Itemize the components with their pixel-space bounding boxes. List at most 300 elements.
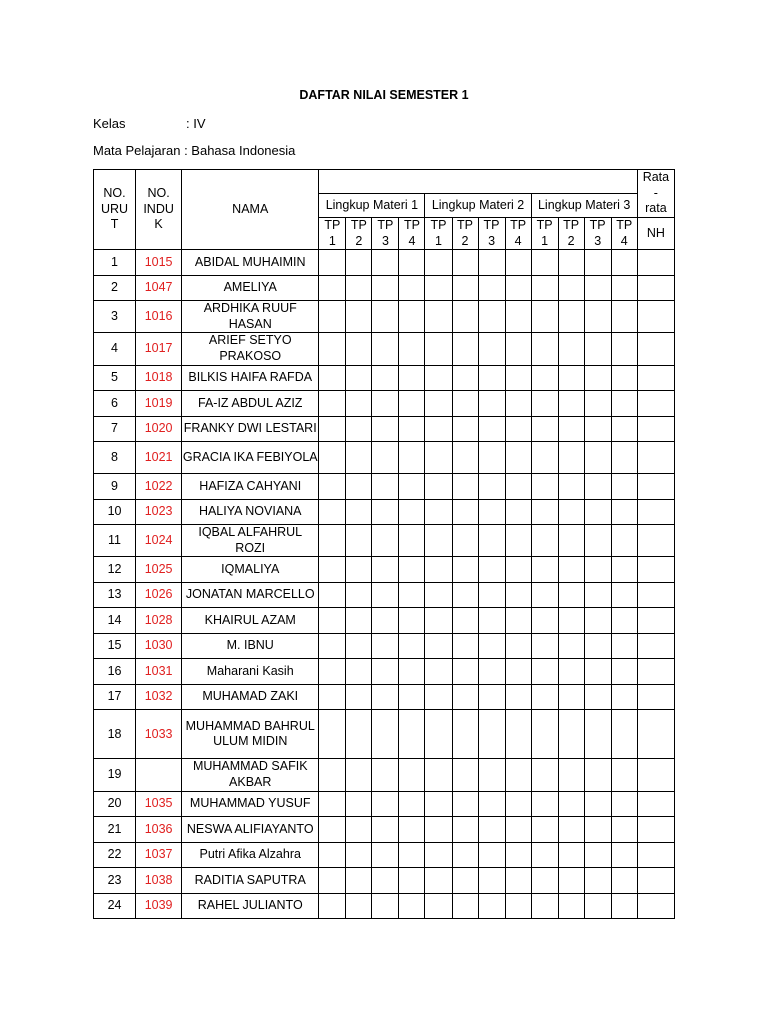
cell-score[interactable] <box>425 499 452 525</box>
cell-score[interactable] <box>399 250 425 276</box>
cell-score[interactable] <box>319 633 346 659</box>
cell-score[interactable] <box>584 391 611 417</box>
cell-score[interactable] <box>611 391 637 417</box>
cell-score[interactable] <box>319 868 346 894</box>
cell-score[interactable] <box>346 333 372 365</box>
cell-score[interactable] <box>584 474 611 500</box>
cell-score[interactable] <box>319 275 346 301</box>
cell-score[interactable] <box>319 416 346 442</box>
cell-score[interactable] <box>452 842 478 868</box>
cell-score[interactable] <box>399 791 425 817</box>
cell-nh[interactable] <box>637 791 674 817</box>
cell-score[interactable] <box>399 365 425 391</box>
cell-score[interactable] <box>584 710 611 759</box>
cell-score[interactable] <box>584 817 611 843</box>
cell-score[interactable] <box>452 365 478 391</box>
cell-score[interactable] <box>372 710 399 759</box>
cell-score[interactable] <box>346 608 372 634</box>
cell-score[interactable] <box>452 557 478 583</box>
cell-score[interactable] <box>452 868 478 894</box>
cell-score[interactable] <box>319 557 346 583</box>
cell-score[interactable] <box>372 333 399 365</box>
cell-score[interactable] <box>611 710 637 759</box>
cell-score[interactable] <box>531 391 558 417</box>
cell-score[interactable] <box>558 333 584 365</box>
cell-score[interactable] <box>399 442 425 474</box>
cell-nh[interactable] <box>637 633 674 659</box>
cell-score[interactable] <box>505 842 531 868</box>
cell-score[interactable] <box>611 608 637 634</box>
cell-score[interactable] <box>505 684 531 710</box>
cell-score[interactable] <box>452 817 478 843</box>
cell-score[interactable] <box>558 791 584 817</box>
cell-score[interactable] <box>478 499 505 525</box>
cell-score[interactable] <box>584 416 611 442</box>
cell-score[interactable] <box>425 759 452 791</box>
cell-score[interactable] <box>584 633 611 659</box>
cell-score[interactable] <box>584 893 611 919</box>
cell-score[interactable] <box>319 391 346 417</box>
cell-score[interactable] <box>319 684 346 710</box>
cell-score[interactable] <box>584 499 611 525</box>
cell-score[interactable] <box>611 365 637 391</box>
cell-nh[interactable] <box>637 525 674 557</box>
cell-score[interactable] <box>452 275 478 301</box>
cell-score[interactable] <box>399 608 425 634</box>
cell-score[interactable] <box>425 333 452 365</box>
cell-score[interactable] <box>319 710 346 759</box>
cell-score[interactable] <box>478 333 505 365</box>
cell-score[interactable] <box>452 893 478 919</box>
cell-score[interactable] <box>505 365 531 391</box>
cell-score[interactable] <box>346 684 372 710</box>
cell-score[interactable] <box>319 842 346 868</box>
cell-score[interactable] <box>319 893 346 919</box>
cell-score[interactable] <box>425 301 452 333</box>
cell-score[interactable] <box>531 301 558 333</box>
cell-score[interactable] <box>372 817 399 843</box>
cell-score[interactable] <box>319 817 346 843</box>
cell-nh[interactable] <box>637 416 674 442</box>
cell-score[interactable] <box>531 791 558 817</box>
cell-score[interactable] <box>346 301 372 333</box>
cell-score[interactable] <box>452 710 478 759</box>
cell-score[interactable] <box>505 250 531 276</box>
cell-score[interactable] <box>372 416 399 442</box>
cell-score[interactable] <box>399 710 425 759</box>
cell-score[interactable] <box>531 842 558 868</box>
cell-nh[interactable] <box>637 301 674 333</box>
cell-score[interactable] <box>319 525 346 557</box>
cell-score[interactable] <box>319 474 346 500</box>
cell-score[interactable] <box>346 817 372 843</box>
cell-score[interactable] <box>558 391 584 417</box>
cell-score[interactable] <box>531 525 558 557</box>
cell-score[interactable] <box>319 608 346 634</box>
cell-score[interactable] <box>558 608 584 634</box>
cell-score[interactable] <box>452 301 478 333</box>
cell-score[interactable] <box>478 250 505 276</box>
cell-score[interactable] <box>584 582 611 608</box>
cell-score[interactable] <box>611 301 637 333</box>
cell-score[interactable] <box>425 842 452 868</box>
cell-score[interactable] <box>531 333 558 365</box>
cell-score[interactable] <box>611 893 637 919</box>
cell-score[interactable] <box>319 791 346 817</box>
cell-score[interactable] <box>399 275 425 301</box>
cell-score[interactable] <box>425 525 452 557</box>
cell-score[interactable] <box>399 633 425 659</box>
cell-score[interactable] <box>319 365 346 391</box>
cell-score[interactable] <box>372 759 399 791</box>
cell-score[interactable] <box>399 817 425 843</box>
cell-score[interactable] <box>452 333 478 365</box>
cell-nh[interactable] <box>637 474 674 500</box>
cell-score[interactable] <box>452 499 478 525</box>
cell-score[interactable] <box>611 250 637 276</box>
cell-score[interactable] <box>372 582 399 608</box>
cell-score[interactable] <box>399 842 425 868</box>
cell-score[interactable] <box>611 684 637 710</box>
cell-score[interactable] <box>558 893 584 919</box>
cell-score[interactable] <box>531 442 558 474</box>
cell-score[interactable] <box>425 250 452 276</box>
cell-score[interactable] <box>505 791 531 817</box>
cell-score[interactable] <box>611 868 637 894</box>
cell-score[interactable] <box>372 250 399 276</box>
cell-score[interactable] <box>372 791 399 817</box>
cell-score[interactable] <box>478 442 505 474</box>
cell-score[interactable] <box>611 659 637 685</box>
cell-nh[interactable] <box>637 893 674 919</box>
cell-score[interactable] <box>346 557 372 583</box>
cell-score[interactable] <box>346 391 372 417</box>
cell-score[interactable] <box>505 868 531 894</box>
cell-score[interactable] <box>399 684 425 710</box>
cell-score[interactable] <box>558 759 584 791</box>
cell-score[interactable] <box>425 557 452 583</box>
cell-score[interactable] <box>399 416 425 442</box>
cell-score[interactable] <box>478 608 505 634</box>
cell-score[interactable] <box>399 333 425 365</box>
cell-score[interactable] <box>425 416 452 442</box>
cell-score[interactable] <box>319 442 346 474</box>
cell-score[interactable] <box>558 365 584 391</box>
cell-score[interactable] <box>425 633 452 659</box>
cell-score[interactable] <box>478 416 505 442</box>
cell-score[interactable] <box>558 710 584 759</box>
cell-score[interactable] <box>346 525 372 557</box>
cell-score[interactable] <box>558 633 584 659</box>
cell-score[interactable] <box>399 474 425 500</box>
cell-score[interactable] <box>531 275 558 301</box>
cell-score[interactable] <box>611 499 637 525</box>
cell-score[interactable] <box>531 684 558 710</box>
cell-score[interactable] <box>505 499 531 525</box>
cell-score[interactable] <box>319 250 346 276</box>
cell-score[interactable] <box>452 759 478 791</box>
cell-score[interactable] <box>452 250 478 276</box>
cell-score[interactable] <box>372 474 399 500</box>
cell-score[interactable] <box>346 893 372 919</box>
cell-nh[interactable] <box>637 608 674 634</box>
cell-score[interactable] <box>478 893 505 919</box>
cell-score[interactable] <box>478 557 505 583</box>
cell-score[interactable] <box>531 817 558 843</box>
cell-score[interactable] <box>425 817 452 843</box>
cell-score[interactable] <box>478 842 505 868</box>
cell-score[interactable] <box>399 499 425 525</box>
cell-nh[interactable] <box>637 442 674 474</box>
cell-score[interactable] <box>611 525 637 557</box>
cell-nh[interactable] <box>637 759 674 791</box>
cell-score[interactable] <box>425 659 452 685</box>
cell-score[interactable] <box>611 333 637 365</box>
cell-nh[interactable] <box>637 582 674 608</box>
cell-score[interactable] <box>346 659 372 685</box>
cell-nh[interactable] <box>637 333 674 365</box>
cell-score[interactable] <box>531 582 558 608</box>
cell-score[interactable] <box>346 710 372 759</box>
cell-score[interactable] <box>452 633 478 659</box>
cell-score[interactable] <box>346 791 372 817</box>
cell-score[interactable] <box>505 442 531 474</box>
cell-score[interactable] <box>372 684 399 710</box>
cell-score[interactable] <box>584 608 611 634</box>
cell-nh[interactable] <box>637 557 674 583</box>
cell-score[interactable] <box>584 333 611 365</box>
cell-score[interactable] <box>478 868 505 894</box>
cell-score[interactable] <box>399 659 425 685</box>
cell-score[interactable] <box>505 525 531 557</box>
cell-score[interactable] <box>425 474 452 500</box>
cell-score[interactable] <box>346 499 372 525</box>
cell-score[interactable] <box>425 684 452 710</box>
cell-score[interactable] <box>505 893 531 919</box>
cell-score[interactable] <box>478 525 505 557</box>
cell-score[interactable] <box>372 893 399 919</box>
cell-score[interactable] <box>372 842 399 868</box>
cell-score[interactable] <box>505 817 531 843</box>
cell-score[interactable] <box>346 365 372 391</box>
cell-score[interactable] <box>584 868 611 894</box>
cell-score[interactable] <box>531 659 558 685</box>
cell-score[interactable] <box>505 557 531 583</box>
cell-score[interactable] <box>611 842 637 868</box>
cell-score[interactable] <box>346 842 372 868</box>
cell-score[interactable] <box>611 633 637 659</box>
cell-score[interactable] <box>505 391 531 417</box>
cell-score[interactable] <box>372 633 399 659</box>
cell-score[interactable] <box>505 301 531 333</box>
cell-score[interactable] <box>319 499 346 525</box>
cell-score[interactable] <box>478 301 505 333</box>
cell-score[interactable] <box>478 633 505 659</box>
cell-score[interactable] <box>372 868 399 894</box>
cell-nh[interactable] <box>637 391 674 417</box>
cell-score[interactable] <box>558 275 584 301</box>
cell-score[interactable] <box>611 791 637 817</box>
cell-score[interactable] <box>505 659 531 685</box>
cell-score[interactable] <box>611 442 637 474</box>
cell-score[interactable] <box>531 474 558 500</box>
cell-score[interactable] <box>531 868 558 894</box>
cell-score[interactable] <box>478 817 505 843</box>
cell-score[interactable] <box>425 275 452 301</box>
cell-score[interactable] <box>584 250 611 276</box>
cell-score[interactable] <box>505 333 531 365</box>
cell-nh[interactable] <box>637 684 674 710</box>
cell-score[interactable] <box>611 582 637 608</box>
cell-score[interactable] <box>478 582 505 608</box>
cell-score[interactable] <box>611 275 637 301</box>
cell-score[interactable] <box>558 684 584 710</box>
cell-score[interactable] <box>346 759 372 791</box>
cell-score[interactable] <box>425 608 452 634</box>
cell-nh[interactable] <box>637 868 674 894</box>
cell-score[interactable] <box>584 684 611 710</box>
cell-score[interactable] <box>478 791 505 817</box>
cell-score[interactable] <box>611 759 637 791</box>
cell-score[interactable] <box>452 791 478 817</box>
cell-score[interactable] <box>505 416 531 442</box>
cell-score[interactable] <box>319 333 346 365</box>
cell-score[interactable] <box>399 557 425 583</box>
cell-score[interactable] <box>399 759 425 791</box>
cell-score[interactable] <box>425 893 452 919</box>
cell-score[interactable] <box>346 582 372 608</box>
cell-score[interactable] <box>399 582 425 608</box>
cell-score[interactable] <box>372 365 399 391</box>
cell-score[interactable] <box>558 582 584 608</box>
cell-score[interactable] <box>372 557 399 583</box>
cell-score[interactable] <box>452 608 478 634</box>
cell-score[interactable] <box>558 868 584 894</box>
cell-score[interactable] <box>425 365 452 391</box>
cell-score[interactable] <box>425 868 452 894</box>
cell-score[interactable] <box>425 710 452 759</box>
cell-score[interactable] <box>346 275 372 301</box>
cell-score[interactable] <box>531 633 558 659</box>
cell-score[interactable] <box>399 868 425 894</box>
cell-score[interactable] <box>319 659 346 685</box>
cell-score[interactable] <box>372 391 399 417</box>
cell-score[interactable] <box>558 442 584 474</box>
cell-score[interactable] <box>425 391 452 417</box>
cell-score[interactable] <box>452 684 478 710</box>
cell-score[interactable] <box>531 608 558 634</box>
cell-score[interactable] <box>452 391 478 417</box>
cell-score[interactable] <box>452 582 478 608</box>
cell-score[interactable] <box>346 416 372 442</box>
cell-score[interactable] <box>346 868 372 894</box>
cell-score[interactable] <box>372 659 399 685</box>
cell-score[interactable] <box>372 275 399 301</box>
cell-score[interactable] <box>558 557 584 583</box>
cell-score[interactable] <box>558 416 584 442</box>
cell-score[interactable] <box>531 416 558 442</box>
cell-score[interactable] <box>452 416 478 442</box>
cell-score[interactable] <box>584 365 611 391</box>
cell-nh[interactable] <box>637 275 674 301</box>
cell-nh[interactable] <box>637 817 674 843</box>
cell-score[interactable] <box>478 391 505 417</box>
cell-score[interactable] <box>346 633 372 659</box>
cell-score[interactable] <box>452 474 478 500</box>
cell-score[interactable] <box>584 275 611 301</box>
cell-score[interactable] <box>531 759 558 791</box>
cell-score[interactable] <box>478 759 505 791</box>
cell-score[interactable] <box>452 442 478 474</box>
cell-score[interactable] <box>584 301 611 333</box>
cell-score[interactable] <box>478 659 505 685</box>
cell-score[interactable] <box>478 684 505 710</box>
cell-score[interactable] <box>452 659 478 685</box>
cell-score[interactable] <box>584 659 611 685</box>
cell-score[interactable] <box>346 474 372 500</box>
cell-nh[interactable] <box>637 365 674 391</box>
cell-nh[interactable] <box>637 659 674 685</box>
cell-score[interactable] <box>558 817 584 843</box>
cell-score[interactable] <box>611 474 637 500</box>
cell-score[interactable] <box>505 633 531 659</box>
cell-score[interactable] <box>346 442 372 474</box>
cell-score[interactable] <box>319 582 346 608</box>
cell-score[interactable] <box>505 474 531 500</box>
cell-score[interactable] <box>372 442 399 474</box>
cell-score[interactable] <box>478 275 505 301</box>
cell-score[interactable] <box>399 391 425 417</box>
cell-score[interactable] <box>399 893 425 919</box>
cell-score[interactable] <box>584 759 611 791</box>
cell-score[interactable] <box>372 301 399 333</box>
cell-score[interactable] <box>425 791 452 817</box>
cell-score[interactable] <box>611 557 637 583</box>
cell-score[interactable] <box>558 499 584 525</box>
cell-score[interactable] <box>558 659 584 685</box>
cell-score[interactable] <box>558 525 584 557</box>
cell-score[interactable] <box>531 499 558 525</box>
cell-score[interactable] <box>478 710 505 759</box>
cell-nh[interactable] <box>637 710 674 759</box>
cell-score[interactable] <box>319 301 346 333</box>
cell-score[interactable] <box>399 525 425 557</box>
cell-score[interactable] <box>584 791 611 817</box>
cell-score[interactable] <box>558 842 584 868</box>
cell-score[interactable] <box>319 759 346 791</box>
cell-score[interactable] <box>531 893 558 919</box>
cell-score[interactable] <box>372 608 399 634</box>
cell-score[interactable] <box>531 710 558 759</box>
cell-score[interactable] <box>611 817 637 843</box>
cell-score[interactable] <box>478 365 505 391</box>
cell-score[interactable] <box>531 250 558 276</box>
cell-score[interactable] <box>584 442 611 474</box>
cell-nh[interactable] <box>637 499 674 525</box>
cell-score[interactable] <box>505 582 531 608</box>
cell-score[interactable] <box>558 250 584 276</box>
cell-score[interactable] <box>425 582 452 608</box>
cell-score[interactable] <box>346 250 372 276</box>
cell-score[interactable] <box>452 525 478 557</box>
cell-nh[interactable] <box>637 250 674 276</box>
cell-score[interactable] <box>584 525 611 557</box>
cell-score[interactable] <box>372 499 399 525</box>
cell-score[interactable] <box>611 416 637 442</box>
cell-score[interactable] <box>505 608 531 634</box>
cell-score[interactable] <box>558 301 584 333</box>
cell-score[interactable] <box>505 759 531 791</box>
